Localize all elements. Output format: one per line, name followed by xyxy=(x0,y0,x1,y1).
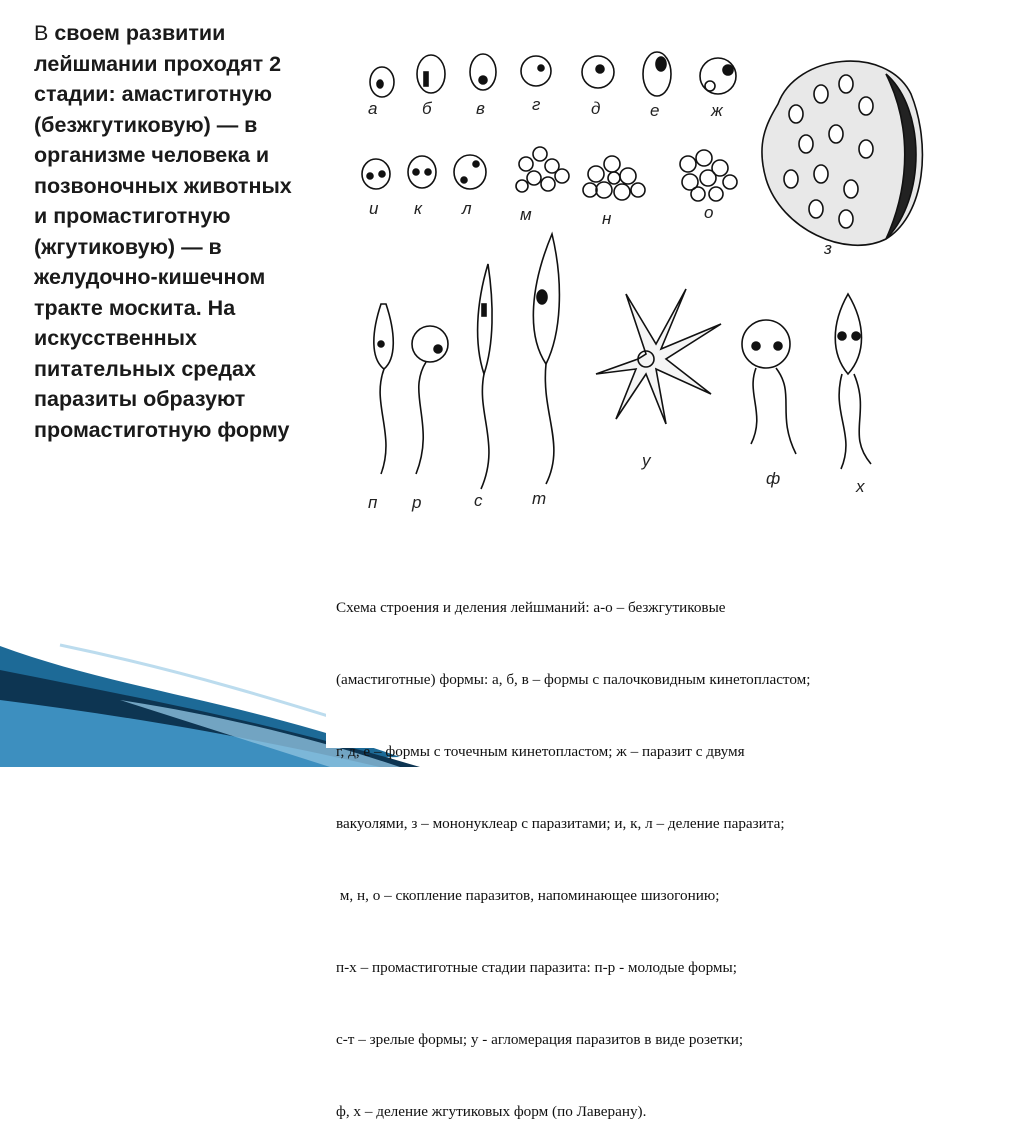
cell-b xyxy=(417,55,445,93)
caption-line: ф, х – деление жгутиковых форм (по Лаверану). xyxy=(336,1103,647,1120)
cluster-m xyxy=(516,147,569,192)
figure-caption xyxy=(336,548,946,1148)
label-m: м xyxy=(520,205,532,224)
text-lead: В xyxy=(34,21,49,45)
label-p: п xyxy=(368,493,378,512)
label-t: т xyxy=(532,489,547,508)
caption-line: п-х – промастиготные стадии паразита: п-р - молодые формы; xyxy=(336,959,737,976)
flagellate-t xyxy=(533,234,559,484)
label-i: и xyxy=(369,199,379,218)
flagellate-p xyxy=(374,304,393,474)
label-s: с xyxy=(474,491,483,510)
caption-line: м, н, о – скопление паразитов, напоминающее шизогонию; xyxy=(336,887,720,904)
caption-line: с-т – зрелые формы; у - агломерация паразитов в виде розетки; xyxy=(336,1031,744,1048)
label-r: р xyxy=(412,493,422,512)
label-h: х xyxy=(856,477,865,496)
flagellate-h xyxy=(835,294,871,469)
slide-body-text xyxy=(34,18,304,445)
caption-line: (амастиготные) формы: а, б, в – формы с палочковидным кинетопластом; xyxy=(336,671,811,688)
label-a: а xyxy=(368,99,378,118)
label-l: л xyxy=(462,199,472,218)
label-g: г xyxy=(532,95,541,114)
flagellate-s xyxy=(478,264,492,489)
label-z: з xyxy=(824,239,832,258)
cell-l xyxy=(454,155,486,189)
label-u: у xyxy=(642,451,651,470)
caption-line: г, д, е – формы с точечным кинетопластом; ж – паразит с двумя xyxy=(336,743,745,760)
label-zh: ж xyxy=(711,101,723,120)
label-e: е xyxy=(650,101,660,120)
text-body: своем развитии лейшмании проходят 2 стадии: амастиготную (безжгутиковую) — в организме человека и позвоночных животных и промастиготную (жгутиковую) — в желудочно-кишечном тракте москита. На искусственных питательных средах паразиты образуют промастиготную форму xyxy=(34,21,292,442)
cluster-o xyxy=(680,150,737,201)
label-o: о xyxy=(704,203,714,222)
label-k: к xyxy=(414,199,423,218)
caption-line: Схема строения и деления лейшманий: а-о – безжгутиковые xyxy=(336,599,726,616)
label-f: ф xyxy=(766,469,781,488)
label-b: б xyxy=(422,99,432,118)
label-v: в xyxy=(476,99,485,118)
flagellate-r xyxy=(412,326,448,474)
label-n: н xyxy=(602,209,612,228)
flagellate-f xyxy=(742,320,796,454)
cluster-n xyxy=(583,156,645,200)
caption-line: вакуолями, з – мононуклеар с паразитами; и, к, л – деление паразита; xyxy=(336,815,785,832)
label-d: д xyxy=(591,99,601,118)
cell-g xyxy=(521,56,551,86)
rosette-u xyxy=(596,289,721,424)
